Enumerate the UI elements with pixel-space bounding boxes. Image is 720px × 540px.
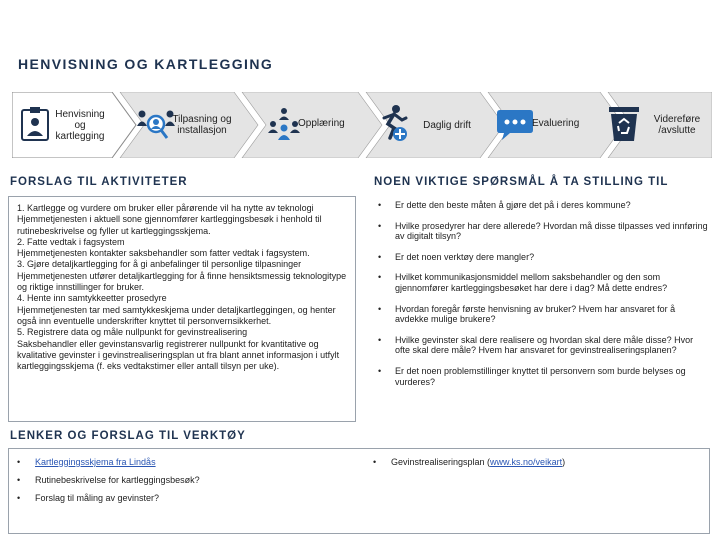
- group-icon: [266, 106, 302, 142]
- question-text: Er det noen verktøy dere mangler?: [395, 251, 535, 262]
- bullet-icon: •: [17, 475, 21, 485]
- tool-text-prefix: Gevinstrealiseringsplan (: [391, 457, 491, 467]
- question-item: [374, 335, 708, 356]
- activity-line: Hjemmetjenesten utfører detaljkartlegging for å finne hensiktsmessig teknologitype og riktige innstillinger for bruker.: [17, 270, 347, 293]
- bullet-icon: •: [378, 365, 382, 376]
- tool-text-suffix: ): [562, 457, 566, 467]
- bullet-icon: •: [17, 457, 21, 467]
- speech-bubble-icon: [496, 106, 534, 142]
- process-step-label: Evaluering: [532, 118, 580, 129]
- page-title: HENVISNING OG KARTLEGGING: [18, 56, 274, 72]
- question-text: Hvilke gevinster skal dere realisere og hvordan skal dere måle disse? Hvor ofte skal dere måle? Hvem har ansvaret for gevinstrealiseringsplanen?: [395, 334, 694, 356]
- tool-item: [9, 457, 156, 468]
- activity-line: Hjemmetjenesten i aktuell sone gjennomfører kartleggingsbesøk i henhold til rutinebeskrivelse og fyller ut kartleggingsskjema.: [17, 214, 322, 236]
- process-step-label: Opplæring: [298, 118, 345, 129]
- question-text: Hvordan foregår første henvisning av bruker? Hvem har ansvaret for å avdekke mulige brukere?: [395, 303, 676, 325]
- bullet-icon: •: [373, 457, 377, 467]
- activity-line: Hjemmetjenesten kontakter saksbehandler som fatter vedtak i fagsystem.: [17, 248, 310, 259]
- question-text: Hvilket kommunikasjonsmiddel mellom saksbehandler og den som gjennomfører kartleggingsbesøket har dere i dag? Må dette endres?: [395, 272, 668, 293]
- activities-box: [8, 196, 356, 422]
- process-step-label: Tilpasning og installasjon: [172, 114, 232, 136]
- bullet-icon: •: [378, 220, 382, 231]
- tool-text: Forslag til måling av gevinster?: [35, 493, 160, 503]
- process-chevrons: [12, 92, 712, 158]
- question-item: [374, 366, 708, 387]
- question-item: [374, 221, 708, 242]
- runner-icon: [376, 104, 412, 144]
- tools-box: [8, 448, 710, 534]
- bullet-icon: •: [17, 493, 21, 503]
- process-step-3[interactable]: [298, 92, 362, 158]
- recycle-bin-icon: [608, 105, 640, 143]
- activity-line: Hjemmetjenesten tar med samtykkeskjema under detaljkartleggingen, og henter også inn eventuelle underskrifter knyttet til personvernsikkerhet.: [17, 304, 336, 326]
- process-step-4[interactable]: [414, 92, 480, 158]
- question-item: [374, 304, 708, 325]
- question-text: Er dette den beste måten å gjøre det på i deres kommune?: [395, 200, 631, 210]
- question-item: [374, 200, 708, 211]
- tool-item: [9, 493, 159, 504]
- process-bar: [12, 92, 712, 158]
- question-text: Hvilke prosedyrer har dere allerede? Hvordan må disse tilpasses ved innføring av digitalt tilsyn?: [395, 220, 708, 242]
- process-step-2[interactable]: [172, 92, 232, 158]
- activity-line: Saksbehandler eller gevinstansvarlig registrerer nullpunkt for kvantitative og kvalitative gevinster i gevinstrealiseringsplan ut fra blant annet informasjon i utfylt kartleggingsskjema (f. eks vedtakstimer eller antall tilsyn per uke).: [17, 338, 340, 372]
- activities-heading: FORSLAG TIL AKTIVITETER: [10, 176, 188, 188]
- activity-line: 4. Hente inn samtykkeetter prosedyre: [17, 293, 167, 304]
- process-step-1[interactable]: [50, 92, 110, 158]
- activity-line: 1. Kartlegge og vurdere om bruker eller pårørende vil ha nytte av teknologi: [17, 203, 314, 213]
- tools-heading: LENKER OG FORSLAG TIL VERKTØY: [10, 430, 246, 442]
- ks-veikart-link[interactable]: www.ks.no/veikart: [490, 457, 563, 467]
- search-people-icon: [136, 106, 176, 144]
- tool-text: Rutinebeskrivelse for kartleggingsbesøk?: [35, 475, 200, 485]
- question-item: [374, 252, 708, 263]
- activity-line: 5. Registrere data og måle nullpunkt for gevinstrealisering: [17, 327, 248, 338]
- bullet-icon: •: [378, 303, 382, 314]
- bullet-icon: •: [378, 200, 382, 210]
- process-step-label: Videreføre /avslutte: [653, 114, 701, 136]
- questions-list: [374, 200, 708, 397]
- process-step-5[interactable]: [532, 92, 598, 158]
- bullet-icon: •: [378, 272, 382, 283]
- question-item: [374, 272, 708, 293]
- clipboard-icon: [20, 106, 50, 142]
- process-step-label: Daglig drift: [423, 119, 471, 131]
- activity-line: 3. Gjøre detaljkartlegging for å gi anbefalinger til personlige tilpasninger: [17, 259, 302, 270]
- questions-heading: NOEN VIKTIGE SPØRSMÅL Å TA STILLING TIL: [374, 176, 669, 188]
- tool-item: [9, 475, 200, 486]
- process-step-label: Henvisning og kartlegging: [55, 108, 105, 142]
- process-step-6[interactable]: [644, 92, 710, 158]
- activity-line: 2. Fatte vedtak i fagsystem: [17, 236, 125, 247]
- kartleggingsskjema-link[interactable]: Kartleggingsskjema fra Lindås: [35, 457, 156, 467]
- bullet-icon: •: [378, 334, 382, 345]
- bullet-icon: •: [378, 251, 382, 262]
- tool-item-right: [365, 457, 565, 468]
- question-text: Er det noen problemstillinger knyttet til personvern som burde belyses og vurderes?: [395, 365, 686, 387]
